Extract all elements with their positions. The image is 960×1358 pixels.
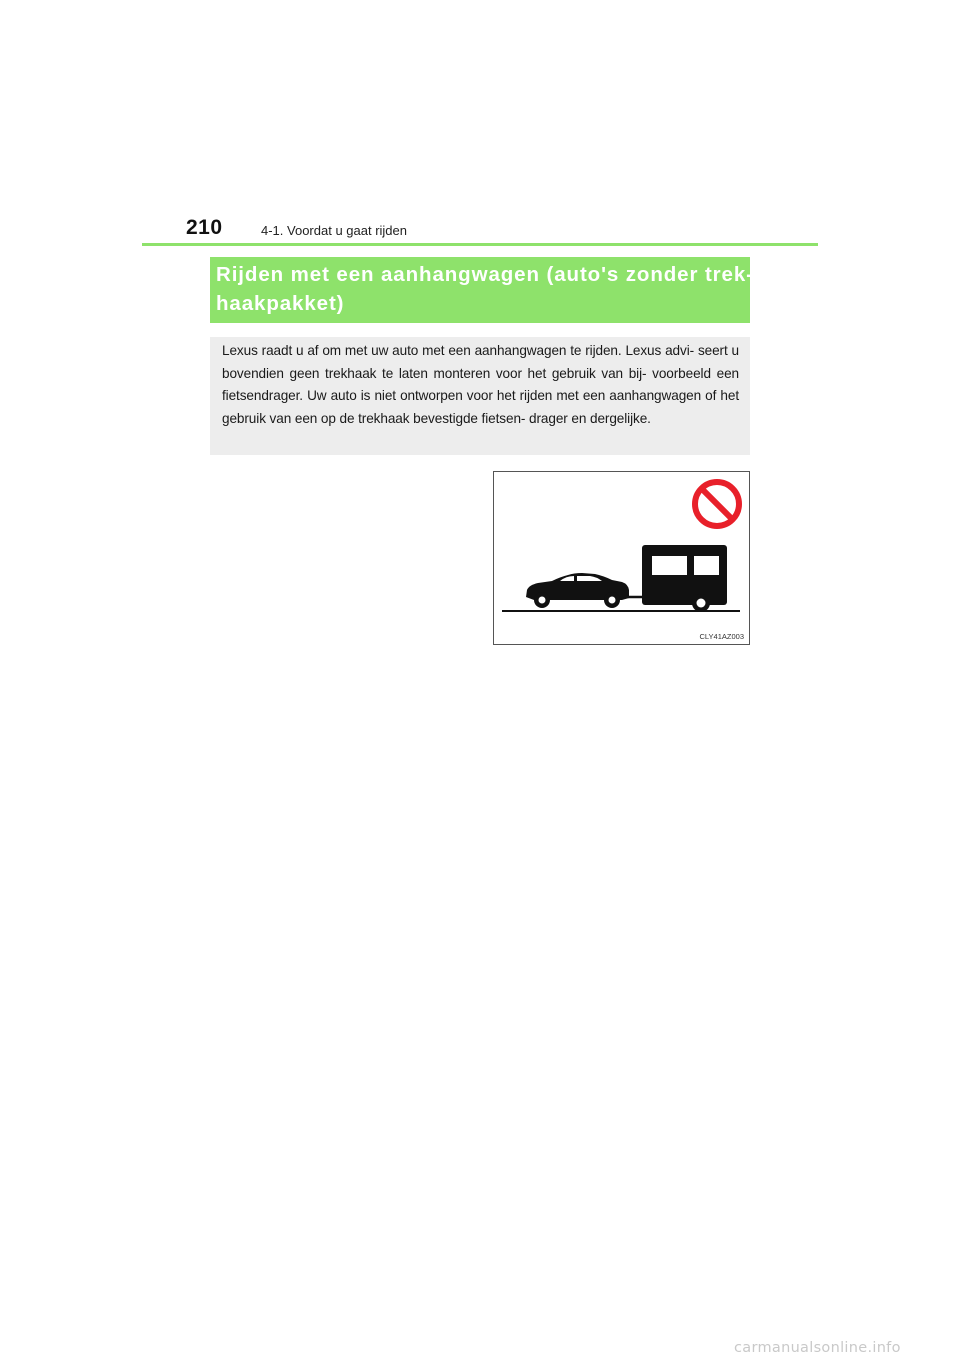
- intro-line: Lexus raadt u af om met uw auto met een aanhangwagen te rijden. Lexus advi-: [222, 343, 695, 358]
- intro-line: voorbeeld een fietsendrager. Uw auto is niet ontworpen voor het rijden met: [222, 365, 739, 404]
- caravan-trailer-icon: [642, 545, 727, 612]
- section-title-bar: [210, 257, 754, 323]
- header-divider: [142, 243, 818, 246]
- watermark: carmanualsonline.info: [734, 1340, 901, 1356]
- illustration-graphic: [494, 472, 749, 644]
- intro-paragraph: [222, 340, 739, 430]
- prohibition-icon: [695, 482, 739, 526]
- section-title-line-1: Rijden met een aanhangwagen (auto's zonder trek-: [216, 263, 754, 286]
- intro-line: drager en dergelijke.: [529, 410, 651, 426]
- figure-code: CLY41AZ003: [699, 632, 744, 641]
- intro-box: [210, 337, 750, 455]
- section-title: [216, 260, 754, 318]
- page-header: [142, 214, 818, 246]
- section-title-line-2: haakpakket): [216, 292, 345, 315]
- intro-line: een aanhangwagen of het gebruik van een op de trekhaak bevestigde fietsen-: [222, 388, 739, 426]
- page-number: 210: [186, 216, 223, 239]
- intro-line: seert u bovendien geen trekhaak te laten monteren voor het gebruik van bij-: [222, 343, 739, 381]
- car-icon: [526, 573, 629, 608]
- no-towing-illustration: [493, 471, 750, 645]
- section-label: 4-1. Voordat u gaat rijden: [261, 223, 407, 238]
